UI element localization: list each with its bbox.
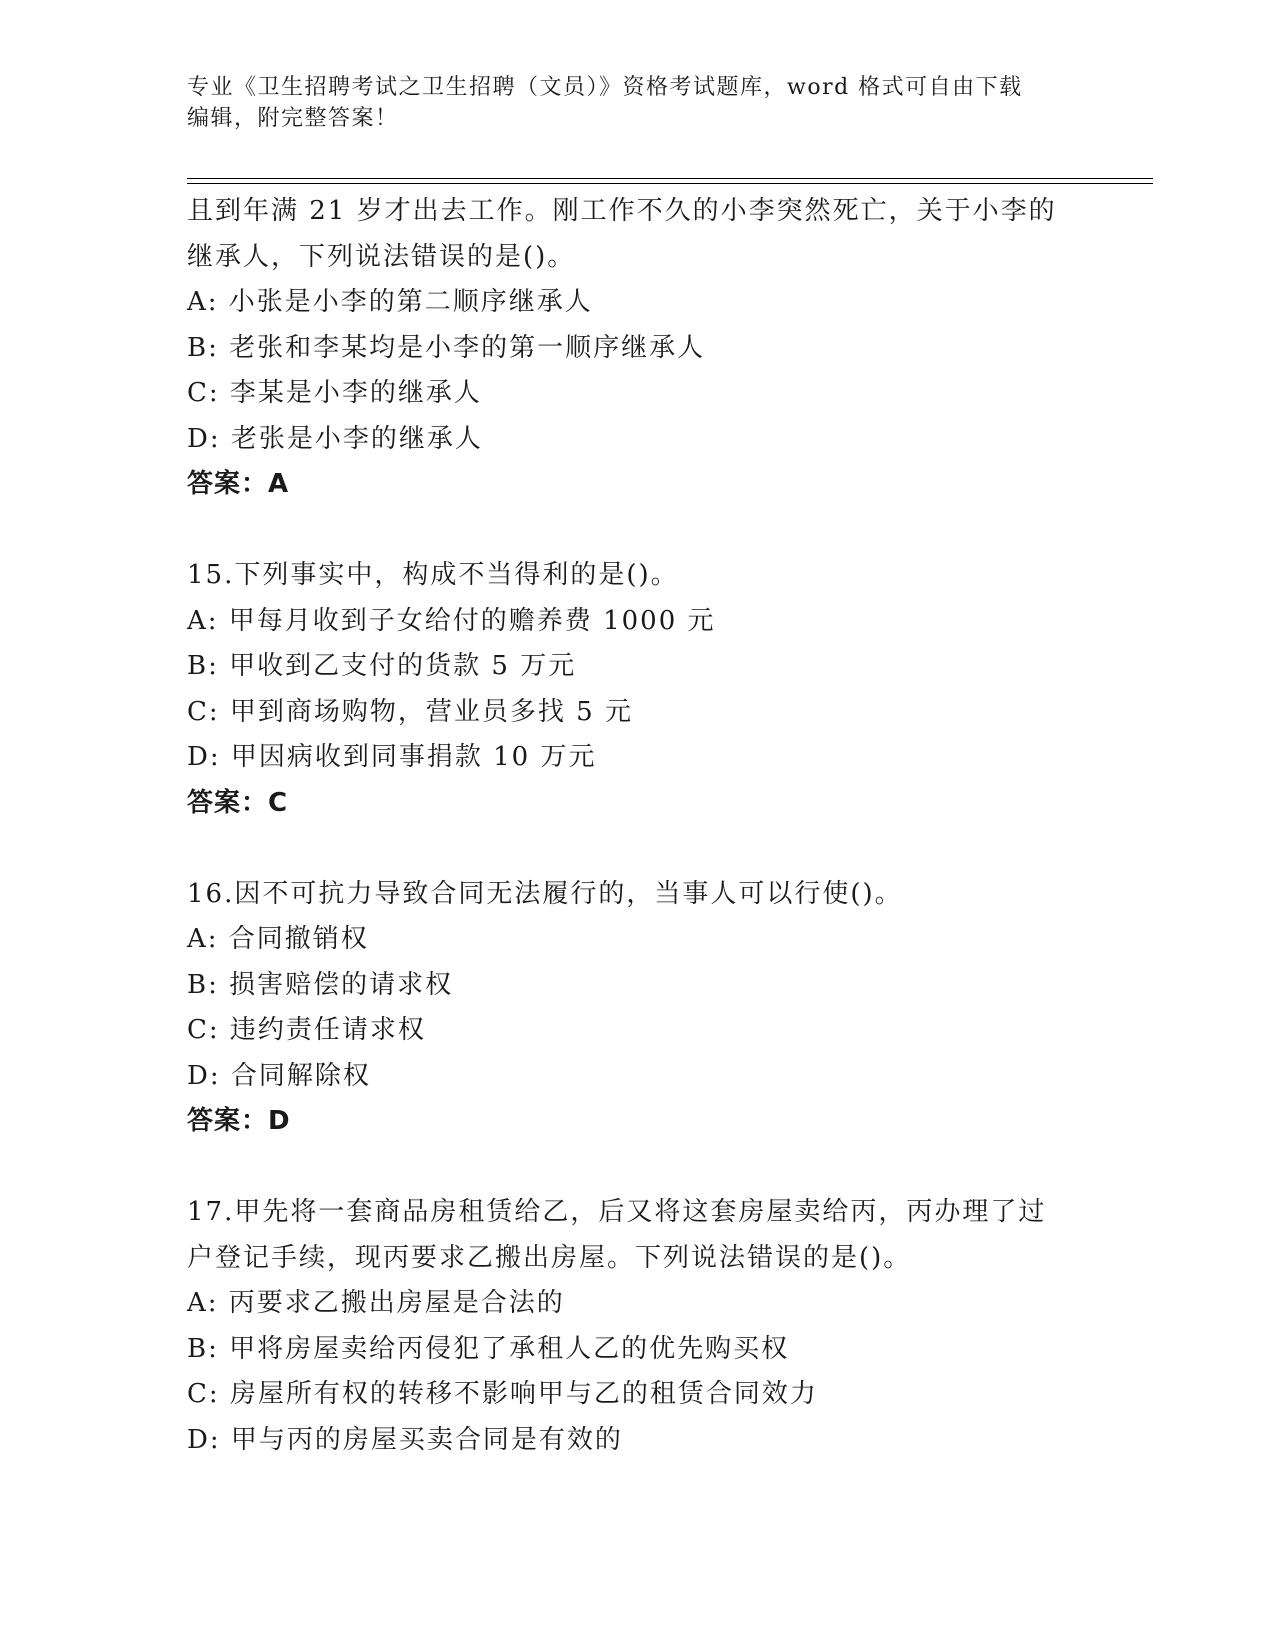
option-d: D: 甲与丙的房屋买卖合同是有效的 <box>187 1424 623 1455</box>
header-line-2: 编辑，附完整答案！ <box>187 106 399 131</box>
question-list <box>187 189 1077 1463</box>
answer-line: 答案：A <box>187 469 290 499</box>
option-c: C: 甲到商场购物，营业员多找 5 元 <box>187 696 633 727</box>
option-b: B: 甲将房屋卖给丙侵犯了承租人乙的优先购买权 <box>187 1333 790 1364</box>
header-rule-top <box>187 178 1153 179</box>
question-block <box>187 189 1077 508</box>
answer-line: 答案：D <box>187 1106 291 1136</box>
header-line-1: 专业《卫生招聘考试之卫生招聘（文员）》资格考试题库，word 格式可自由下载 <box>187 75 1023 100</box>
spacer <box>187 826 1077 872</box>
stem-line: 且到年满 21 岁才出去工作。刚工作不久的小李突然死亡，关于小李的 <box>187 196 1057 226</box>
option-c: C: 房屋所有权的转移不影响甲与乙的租赁合同效力 <box>187 1379 818 1409</box>
header-rule-bottom <box>187 183 1153 184</box>
option-b: B: 损害赔偿的请求权 <box>187 969 454 1000</box>
question-block <box>187 1190 1077 1463</box>
option-b: B: 老张和李某均是小李的第一顺序继承人 <box>187 332 706 363</box>
question-stem <box>187 553 1077 599</box>
option-a: A: 甲每月收到子女给付的赡养费 1000 元 <box>187 605 716 636</box>
option-d: D: 甲因病收到同事捐款 10 万元 <box>187 742 597 772</box>
stem-line: 15.下列事实中，构成不当得利的是()。 <box>187 560 679 590</box>
option-d: D: 老张是小李的继承人 <box>187 423 483 454</box>
stem-line: 16.因不可抗力导致合同无法履行的，当事人可以行使()。 <box>187 878 903 909</box>
option-d: D: 合同解除权 <box>187 1060 371 1091</box>
spacer <box>187 508 1077 554</box>
option-a: A: 小张是小李的第二顺序继承人 <box>187 287 593 317</box>
question-block <box>187 872 1077 1145</box>
option-a: A: 丙要求乙搬出房屋是合法的 <box>187 1288 565 1318</box>
stem-line: 17.甲先将一套商品房租赁给乙，后又将这套房屋卖给丙，丙办理了过 <box>187 1197 1047 1227</box>
question-stem <box>187 872 1077 918</box>
page-header <box>187 72 1067 134</box>
question-stem <box>187 189 1077 280</box>
stem-line: 继承人，下列说法错误的是()。 <box>187 241 576 272</box>
option-b: B: 甲收到乙支付的货款 5 万元 <box>187 651 577 681</box>
question-block <box>187 553 1077 826</box>
option-a: A: 合同撤销权 <box>187 924 369 954</box>
stem-line: 户登记手续，现丙要求乙搬出房屋。下列说法错误的是()。 <box>187 1242 912 1273</box>
spacer <box>187 1145 1077 1191</box>
question-stem <box>187 1190 1077 1281</box>
option-c: C: 违约责任请求权 <box>187 1015 426 1045</box>
option-c: C: 李某是小李的继承人 <box>187 378 482 408</box>
answer-line: 答案：C <box>187 787 289 818</box>
